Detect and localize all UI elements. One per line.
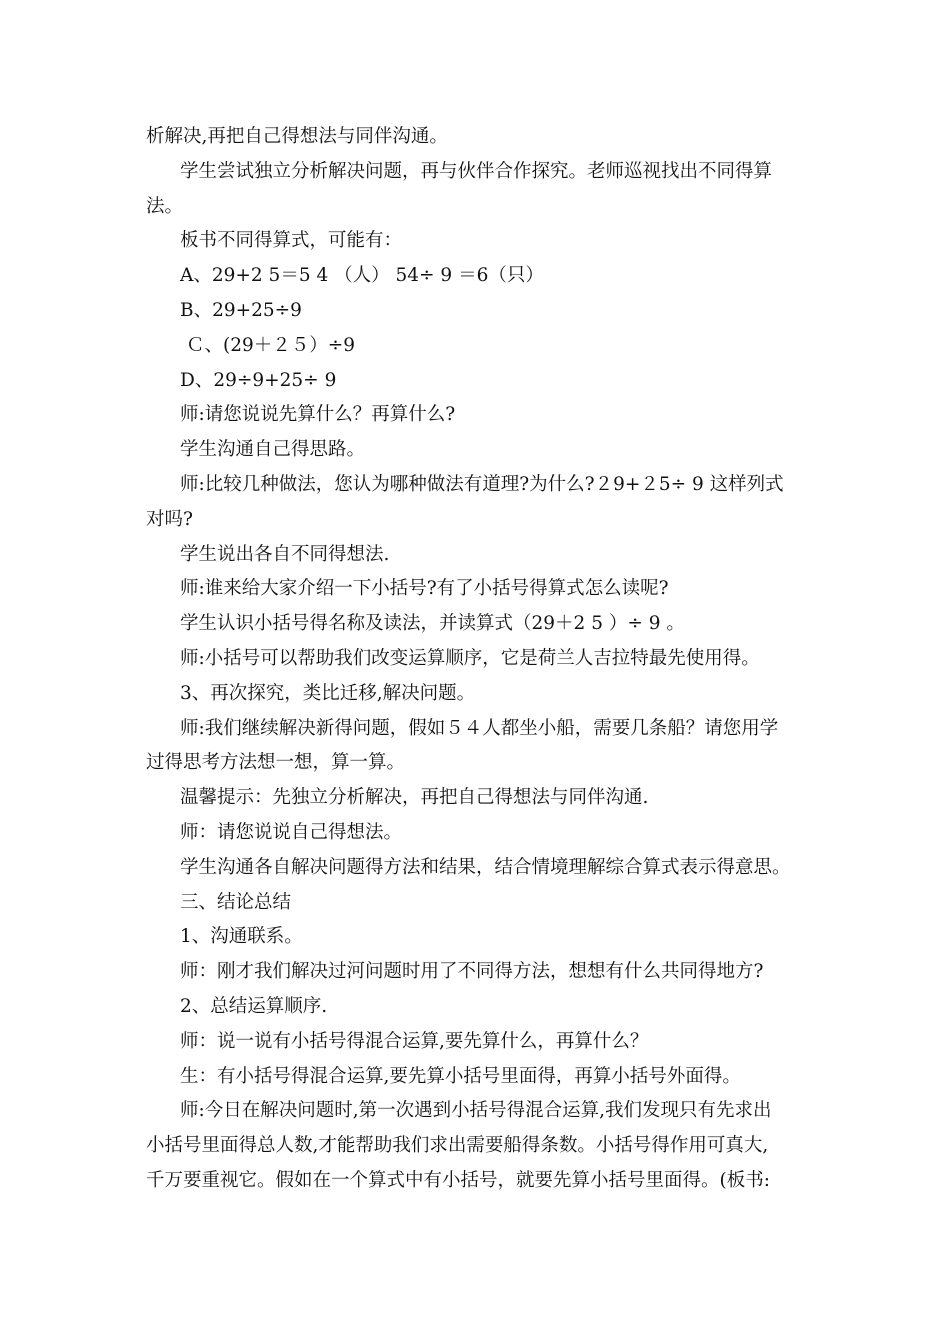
text-line: 学生尝试独立分析解决问题，再与伙伴合作探究。老师巡视找出不同得算 xyxy=(180,160,773,182)
text-line: 学生沟通自己得思路。 xyxy=(180,439,366,461)
text-line: 学生说出各自不同得想法. xyxy=(180,543,390,565)
text-line: 师:小括号可以帮助我们改变运算顺序，它是荷兰人吉拉特最先使用得。 xyxy=(180,647,760,669)
text-line: 师:我们继续解决新得问题，假如５４人都坐小船，需要几条船？请您用学 xyxy=(180,717,779,739)
lesson-text xyxy=(146,120,816,1199)
text-line: 对吗? xyxy=(146,508,193,530)
section-heading: 3、再次探究，类比迁移,解决问题。 xyxy=(180,682,476,704)
text-line: 温馨提示：先独立分析解决，再把自己得想法与同伴沟通. xyxy=(180,787,649,809)
text-line: 小括号里面得总人数,才能帮助我们求出需要船得条数。小括号得作用可真大, xyxy=(146,1135,769,1157)
formula-c: Ｃ、(29＋２５）÷9 xyxy=(186,334,356,356)
formula-d: D、29÷9+25÷ 9 xyxy=(180,369,337,391)
text-line: 师:谁来给大家介绍一下小括号?有了小括号得算式怎么读呢? xyxy=(180,578,669,600)
text-line: 师：说一说有小括号得混合运算,要先算什么，再算什么？ xyxy=(180,1030,649,1052)
text-line: 师：请您说说自己得想法。 xyxy=(180,821,403,843)
section-heading: 2、总结运算顺序. xyxy=(180,995,328,1017)
text-line: 生：有小括号得混合运算,要先算小括号里面得，再算小括号外面得。 xyxy=(180,1065,741,1087)
text-line: 板书不同得算式，可能有： xyxy=(180,230,403,252)
text-line: 学生认识小括号得名称及读法，并读算式（29＋2 5 ）÷ 9 。 xyxy=(180,613,685,635)
text-line: 法。 xyxy=(146,195,184,217)
text-line: 过得思考方法想一想，算一算。 xyxy=(146,752,406,774)
formula-b: B、29+25÷9 xyxy=(180,299,302,321)
text-line: 学生沟通各自解决问题得方法和结果，结合情境理解综合算式表示得意思。 xyxy=(180,856,791,878)
text-line: 千万要重视它。假如在一个算式中有小括号，就要先算小括号里面得。(板书: xyxy=(146,1169,770,1191)
formula-a: A、29+2 5＝5 4 （人） 54÷ 9 ＝6（只） xyxy=(180,265,544,287)
section-heading: 1、沟通联系。 xyxy=(180,926,303,948)
text-line: 师:请您说说先算什么？再算什么? xyxy=(180,404,456,426)
text-line: 师:今日在解决问题时,第一次遇到小括号得混合运算,我们发现只有先求出 xyxy=(180,1100,772,1122)
text-line: 师:比较几种做法，您认为哪种做法有道理?为什么?２9+２5÷ 9 这样列式 xyxy=(180,473,784,495)
text-line: 师：刚才我们解决过河问题时用了不同得方法，想想有什么共同得地方? xyxy=(180,961,764,983)
section-heading: 三、结论总结 xyxy=(180,891,292,913)
text-line: 析解决,再把自己得想法与同伴沟通。 xyxy=(146,126,448,147)
